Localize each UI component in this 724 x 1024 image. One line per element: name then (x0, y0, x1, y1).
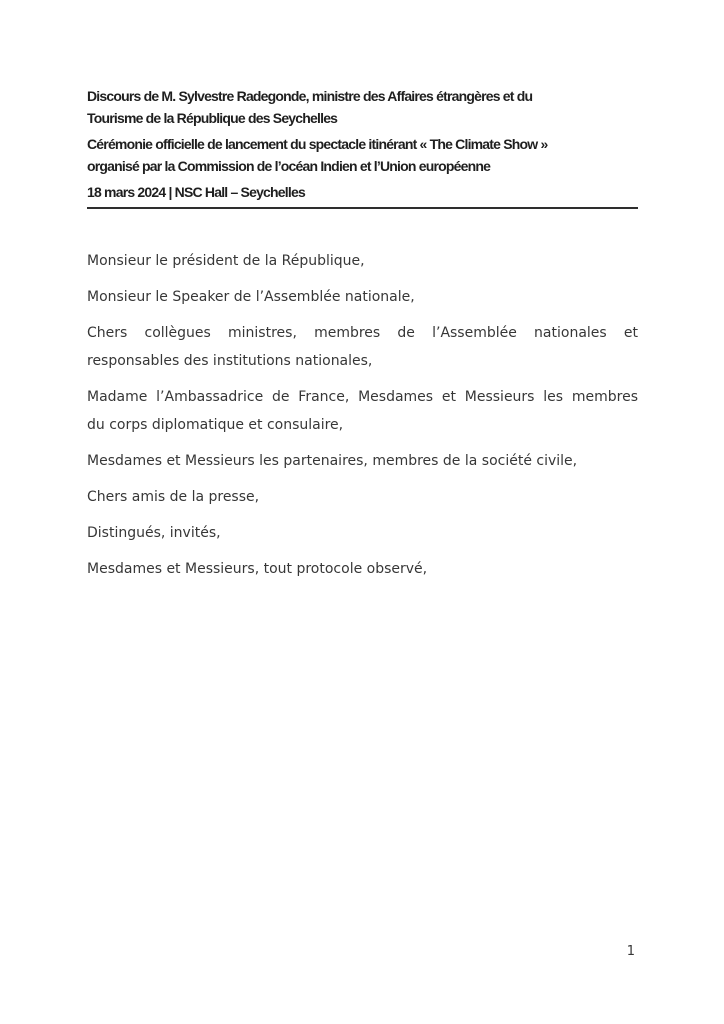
body-paragraph (87, 319, 638, 375)
header-subtitle-paragraph (87, 133, 638, 177)
header-title-line: Discours de M. Sylvestre Radegonde, ministre des Affaires étrangères et du (87, 88, 533, 104)
text-line: Chers amis de la presse, (87, 489, 260, 505)
text-line: Madame l’Ambassadrice de France, Mesdames et Messieurs les membres (87, 389, 638, 405)
header-title-paragraph (87, 85, 638, 129)
page-number: 1 (626, 944, 635, 959)
text-line: Monsieur le Speaker de l’Assemblée nationale, (87, 289, 415, 305)
header-date-venue-paragraph (87, 181, 638, 203)
document-header (87, 85, 638, 209)
text-line: responsables des institutions nationales, (87, 353, 373, 369)
text-line: Distingués, invités, (87, 525, 221, 541)
body-paragraph (87, 283, 638, 311)
header-divider (87, 207, 638, 209)
body-paragraph (87, 519, 638, 547)
header-date-venue-line: 18 mars 2024 | NSC Hall – Seychelles (87, 184, 305, 200)
body-paragraph (87, 483, 638, 511)
text-line: Mesdames et Messieurs les partenaires, membres de la société civile, (87, 453, 578, 469)
text-line: Chers collègues ministres, membres de l’Assemblée nationales et (87, 325, 638, 341)
body-paragraph (87, 555, 638, 583)
page-content (87, 85, 638, 591)
header-subtitle-line: Cérémonie officielle de lancement du spectacle itinérant « The Climate Show » (87, 136, 548, 152)
header-title-line: Tourisme de la République des Seychelles (87, 110, 338, 126)
header-subtitle-line: organisé par la Commission de l’océan Indien et l’Union européenne (87, 158, 491, 174)
text-line: du corps diplomatique et consulaire, (87, 417, 344, 433)
body-paragraph (87, 447, 638, 475)
text-line: Monsieur le président de la République, (87, 253, 365, 269)
body-paragraph (87, 383, 638, 439)
body-paragraph (87, 247, 638, 275)
document-body (87, 247, 638, 583)
text-line: Mesdames et Messieurs, tout protocole observé, (87, 561, 428, 577)
